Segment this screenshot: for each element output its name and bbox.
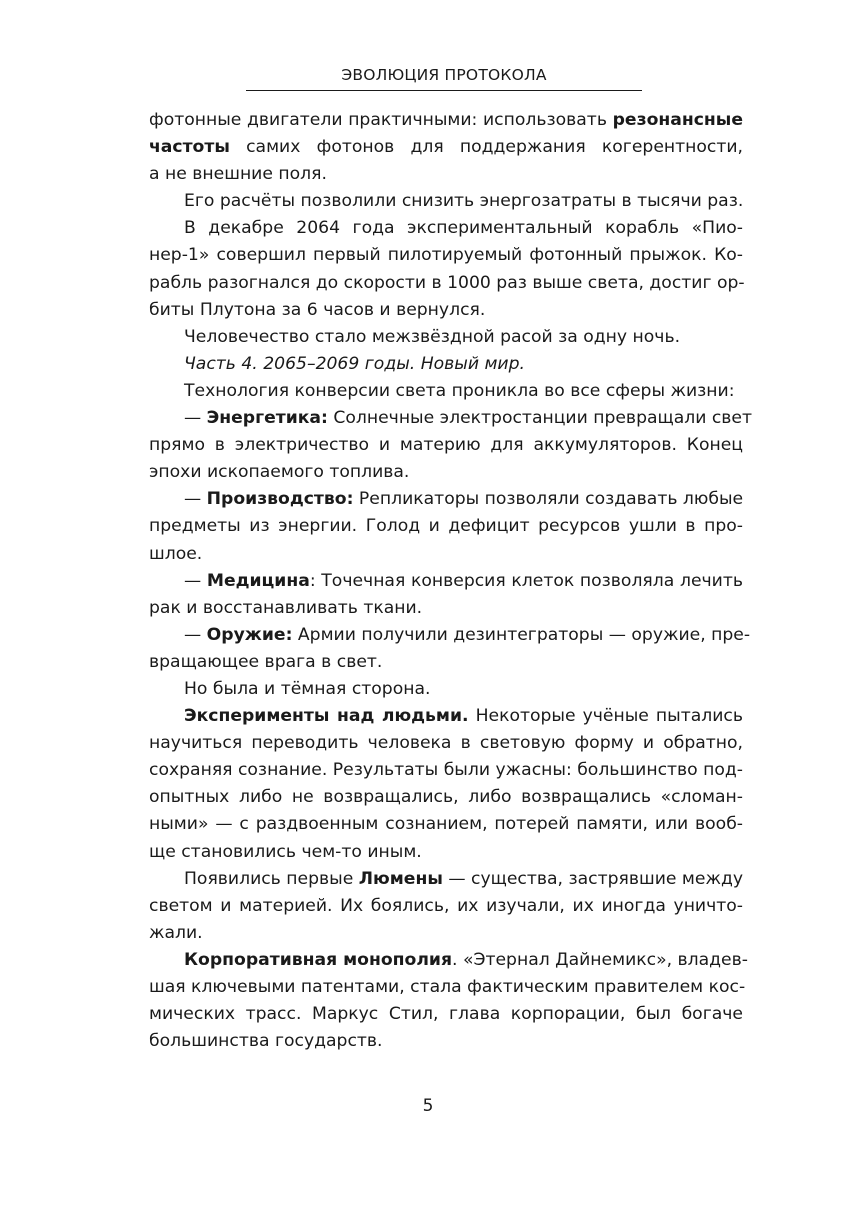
list-item-energy (149, 405, 753, 486)
paragraph-technology: Технология конверсии света проникла во все сферы жизни: (184, 380, 735, 401)
text-line: В декабре 2064 года экспериментальный корабль «Пио- (184, 218, 743, 239)
bold-term: Оружие: (206, 624, 293, 645)
text-line (149, 866, 743, 893)
bold-term: Производство: (206, 489, 354, 510)
text-line (149, 134, 743, 161)
text-line (149, 405, 753, 432)
text-line (149, 486, 743, 513)
bold-term: Эксперименты над людьми. (184, 706, 469, 727)
bold-term: Корпоративная монополия (184, 949, 453, 970)
text-line: рак и восстанавливать ткани. (149, 597, 423, 618)
text-line: эпохи ископаемого топлива. (149, 462, 410, 483)
paragraph-pioneer-1 (149, 215, 743, 323)
paragraph-energy-savings: Его расчёты позволили снизить энергозатраты в тысячи раз. (184, 191, 744, 212)
part-heading (149, 351, 743, 378)
paragraph-human-experiments (149, 703, 743, 866)
text-line: ще становились чем-то иным. (149, 841, 422, 862)
text-line (149, 568, 743, 595)
bold-term: резонансные (612, 110, 743, 130)
paragraph-lumens (149, 866, 743, 947)
text-line (149, 622, 751, 649)
text-run: Армии получили дезинтеграторы — оружие, пре- (292, 624, 751, 645)
italic-heading: Часть 4. 2065–2069 годы. Новый мир. (184, 353, 525, 374)
paragraph-corporate-monopoly (149, 947, 748, 1055)
paragraph-interstellar: Человечество стало межзвёздной расой за одну ночь. (184, 326, 681, 347)
text-line: рабль разогнался до скорости в 1000 раз выше света, достиг ор- (149, 272, 745, 293)
text-run: Репликаторы позволяли создавать любые (353, 489, 744, 510)
text-line: жали. (149, 922, 203, 943)
text-line: шая ключевыми патентами, стала фактическим правителем кос- (149, 977, 746, 997)
text-line: а не внешние поля. (149, 164, 327, 185)
text-line (149, 703, 743, 730)
header-rule (246, 90, 642, 91)
text-run: . «Этернал Дайнемикс», владев- (452, 949, 748, 970)
text-line: биты Плутона за 6 часов и вернулся. (149, 299, 486, 320)
paragraph-continuation (149, 107, 743, 188)
text-run: : Точечная конверсия клеток позволяла лечить (309, 570, 743, 591)
text-run: Солнечные электростанции превращали свет (327, 408, 753, 429)
paragraph-dark-side: Но была и тёмная сторона. (184, 678, 431, 699)
text-line: вращающее врага в свет. (149, 651, 383, 672)
text-line: нер-1» совершил первый пилотируемый фотонный прыжок. Ко- (149, 245, 743, 266)
list-item-production (149, 486, 743, 567)
text-line: мических трасс. Маркус Стил, глава корпорации, был богаче (149, 1004, 743, 1025)
text-run: фотонные двигатели практичными: использовать (149, 110, 613, 130)
text-line: научиться переводить человека в световую форму и обратно, (149, 733, 743, 754)
running-header: ЭВОЛЮЦИЯ ПРОТОКОЛА (341, 66, 547, 84)
text-line: большинства государств. (149, 1031, 383, 1052)
text-line: сохраняя сознание. Результаты были ужасны: большинство под- (149, 760, 743, 781)
text-line (149, 107, 743, 134)
bold-term: Люмены (358, 868, 443, 889)
dash: — (184, 624, 207, 645)
list-item-weapons (149, 622, 751, 676)
bold-term: частоты (149, 137, 230, 158)
text-line: прямо в электричество и материю для аккумуляторов. Конец (149, 435, 743, 456)
text-run: — существа, застрявшие между (442, 868, 743, 889)
text-line: ными» — с раздвоенным сознанием, потерей памяти, или вооб- (149, 814, 743, 835)
text-line: шлое. (149, 543, 203, 564)
text-line: опытных либо не возвращались, либо возвращались «сломан- (149, 787, 743, 808)
bold-term: Энергетика: (206, 408, 328, 429)
list-item-medicine (149, 568, 743, 622)
page-body-text (149, 107, 753, 1055)
text-line: светом и материей. Их боялись, их изучали, их иногда уничто- (149, 895, 743, 916)
dash: — (184, 489, 207, 510)
page-number: 5 (422, 1096, 434, 1116)
text-line: предметы из энергии. Голод и дефицит ресурсов ушли в про- (149, 516, 743, 537)
text-run: Появились первые (184, 868, 359, 889)
text-run: самих фотонов для поддержания когерентности, (229, 137, 743, 158)
bold-term: Медицина (206, 570, 310, 591)
text-line (149, 947, 748, 974)
text-run: Некоторые учёные пытались (468, 706, 743, 727)
dash: — (184, 408, 207, 429)
dash: — (184, 570, 207, 591)
